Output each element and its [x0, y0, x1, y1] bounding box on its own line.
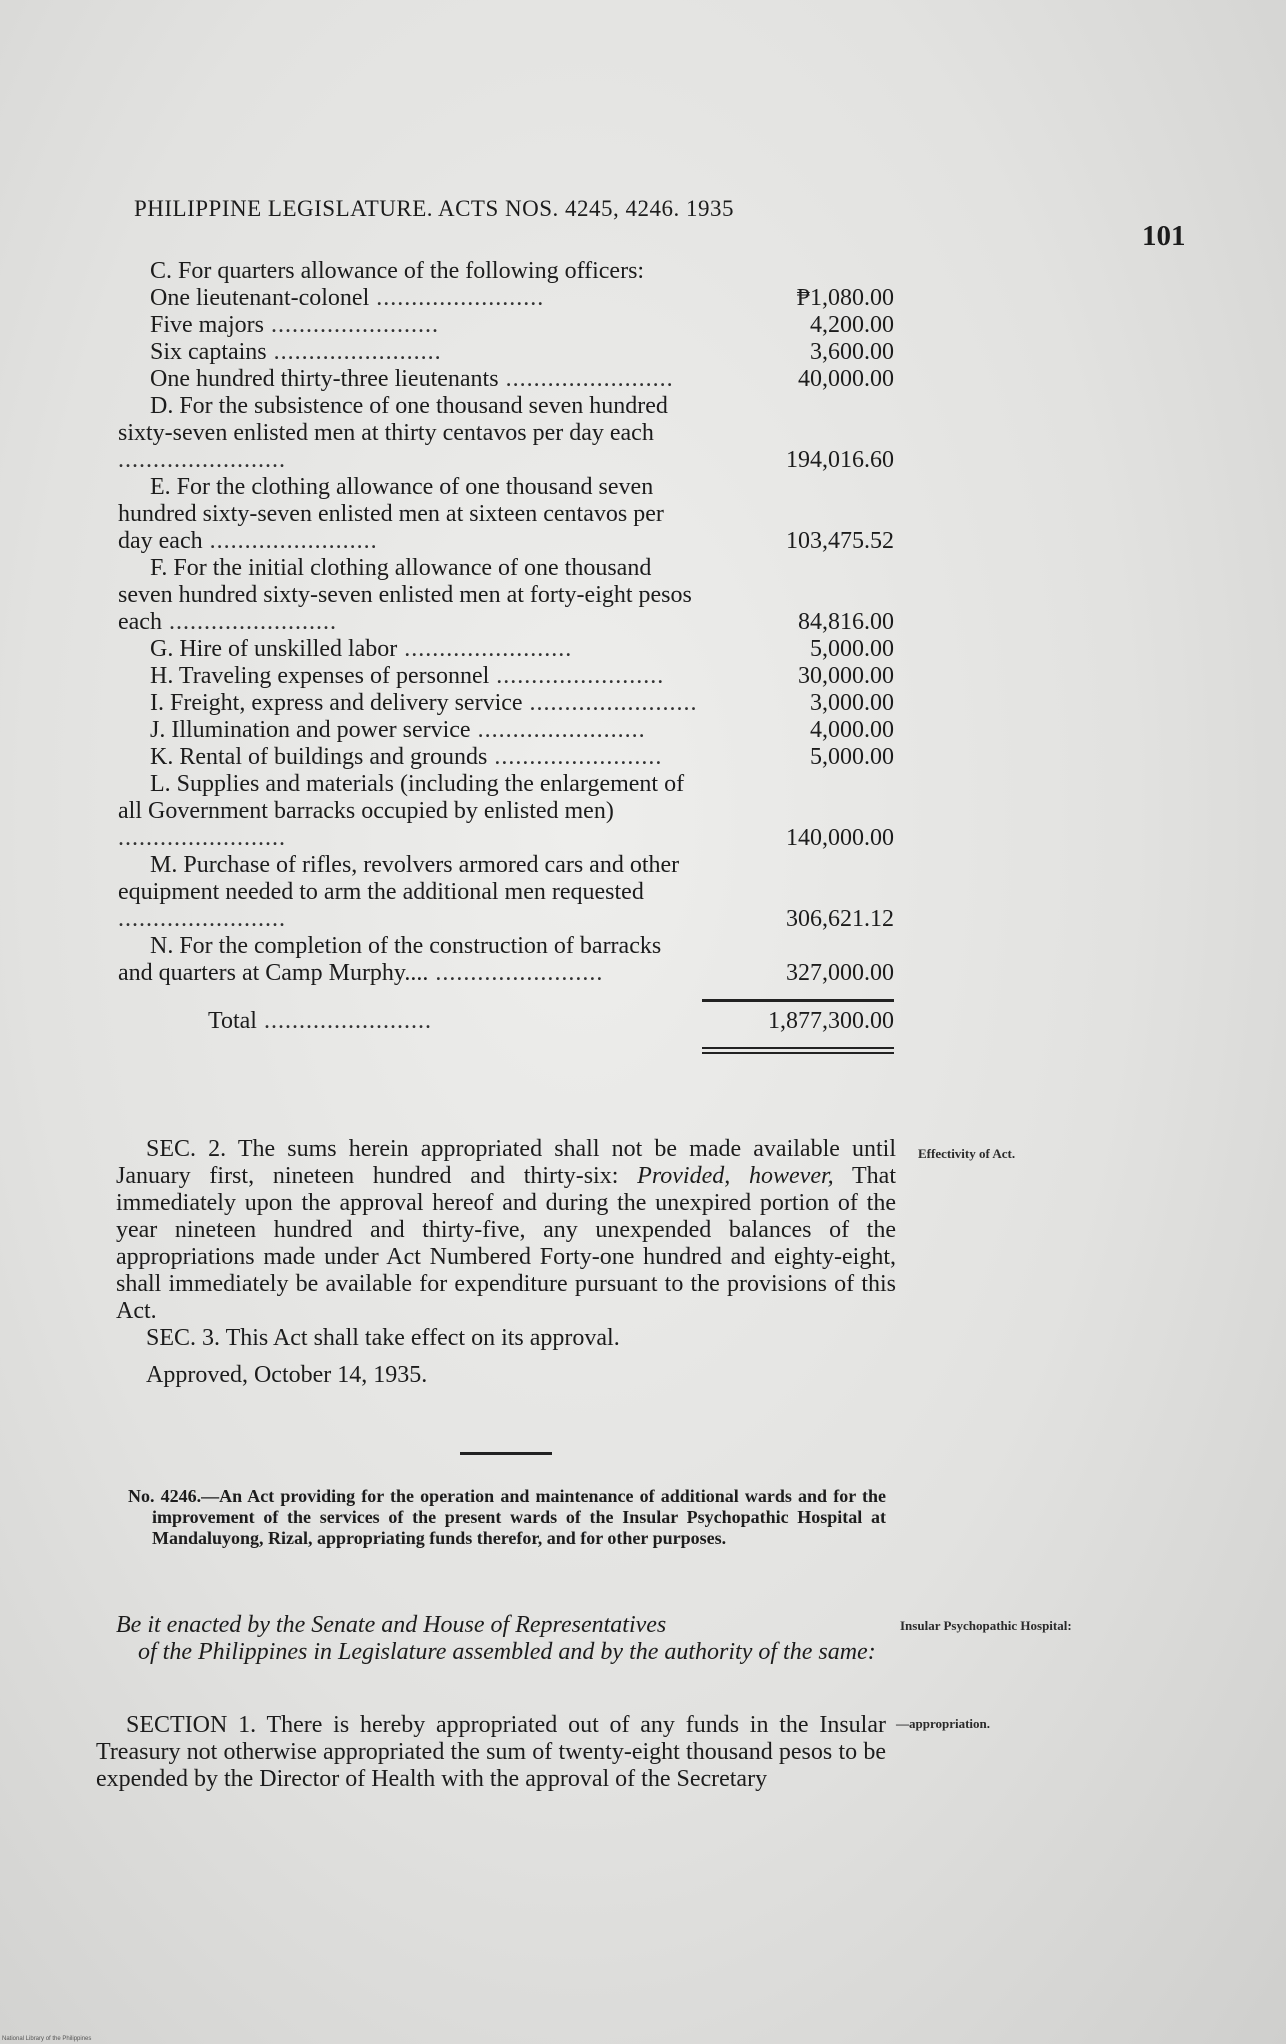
sec2-proviso: Provided, however, [637, 1163, 834, 1189]
appropriation-amount: 30,000.00 [798, 663, 894, 689]
appropriation-item: K. Rental of buildings and grounds ..... [118, 744, 708, 771]
enacting-clause-line-2: of the Philippines in Legislature assembled and by the authority of the same: [138, 1639, 876, 1665]
appropriation-item: H. Traveling expenses of personnel ..... [118, 663, 708, 690]
appropriation-row [118, 663, 894, 690]
appropriation-row [118, 852, 894, 933]
sec2-text-b: That immediately upon the approval hereof and during the unexpired portion of the year nineteen hundred and thirty-five, any unexpended balances of the appropriations made under Act Numbered Forty-one hundred and eighty-eight, shall immediately be available for expenditure pursuant to the provisions of this Act. [116, 1163, 896, 1324]
enacting-clause [116, 1612, 886, 1666]
margin-note-appropriation: —appropriation. [896, 1716, 991, 1731]
appropriation-amount: 194,016.60 [786, 447, 894, 473]
appropriation-amount: ₱1,080.00 [796, 285, 894, 311]
appropriation-row [118, 474, 894, 555]
appropriation-amount: 3,000.00 [810, 690, 894, 716]
sec3-text: This Act shall take effect on its approval. [225, 1325, 620, 1351]
enacting-clause-line-1: Be it enacted by the Senate and House of Representatives [116, 1612, 667, 1638]
appropriation-amount: 4,000.00 [810, 717, 894, 743]
appropriation-amount: 140,000.00 [786, 825, 894, 851]
source-credit: National Library of the Philippines [2, 2036, 92, 2042]
appropriation-row [118, 933, 894, 987]
total-amount: 1,877,300.00 [768, 1008, 894, 1034]
appropriation-amount: 40,000.00 [798, 366, 894, 392]
total-label: Total ..... [118, 1008, 708, 1035]
section-1 [96, 1712, 886, 1793]
margin-note-effectivity: Effectivity of Act. [918, 1146, 1016, 1161]
appropriation-row [118, 393, 894, 474]
total-rule [702, 999, 894, 1002]
appropriation-row [118, 555, 894, 636]
appropriation-item: G. Hire of unskilled labor ..... [118, 636, 708, 663]
page-number: 101 [1142, 220, 1186, 252]
act-4246-title [128, 1486, 886, 1549]
appropriation-rows [118, 258, 894, 987]
section-divider [460, 1452, 552, 1455]
appropriation-item: Five majors ..... [118, 312, 708, 339]
appropriation-row [118, 717, 894, 744]
total-row [118, 1008, 894, 1035]
appropriation-item: C. For quarters allowance of the following officers: [150, 258, 645, 284]
appropriation-item: L. Supplies and materials (including the enlargement of all Government barracks occupied by enlisted men) ..... [118, 771, 708, 852]
approved-date: Approved, October 14, 1935. [146, 1362, 428, 1388]
margin-note-hospital: Insular Psychopathic Hospital: [900, 1618, 1072, 1633]
appropriation-item: N. For the completion of the construction of barracks and quarters at Camp Murphy.... ..... [118, 933, 708, 987]
act-number: No. 4246. [128, 1486, 202, 1506]
appropriation-amount: 306,621.12 [786, 906, 894, 932]
appropriation-row [118, 366, 894, 393]
appropriation-item: M. Purchase of rifles, revolvers armored cars and other equipment needed to arm the additional men requested ..... [118, 852, 708, 933]
act-title-text: —An Act providing for the operation and maintenance of additional wards and for the improvement of the services of the present wards of the Insular Psychopathic Hospital at Mandaluyong, Rizal, appropriating funds therefor, and for other purposes. [152, 1486, 886, 1548]
running-header: PHILIPPINE LEGISLATURE. ACTS NOS. 4245, 4246. 1935 [134, 196, 735, 221]
appropriation-item: One hundred thirty-three lieutenants ..... [118, 366, 708, 393]
appropriation-amount: 3,600.00 [810, 339, 894, 365]
appropriation-item: F. For the initial clothing allowance of one thousand seven hundred sixty-seven enlisted men at forty-eight pesos each ..... [118, 555, 708, 636]
appropriation-row [118, 771, 894, 852]
appropriation-row [118, 744, 894, 771]
sec2-text-a: The sums herein appropriated shall not be made available until January first, nineteen hundred and thirty-six: [116, 1136, 897, 1189]
appropriations-table [118, 258, 894, 1054]
appropriation-row [118, 690, 894, 717]
appropriation-amount: 5,000.00 [810, 636, 894, 662]
sec2-label: SEC. 2. [146, 1136, 227, 1162]
appropriation-row [118, 285, 894, 312]
section-1-text: There is hereby appropriated out of any funds in the Insular Treasury not otherwise appropriated the sum of twenty-eight thousand pesos to be expended by the Director of Health with the approval of the Secretary [96, 1712, 886, 1792]
appropriation-item: One lieutenant-colonel ..... [118, 285, 708, 312]
appropriation-item: J. Illumination and power service ..... [118, 717, 708, 744]
appropriation-amount: 84,816.00 [798, 609, 894, 635]
total-double-rule [702, 1047, 894, 1054]
appropriation-row [118, 636, 894, 663]
section-2-paragraph [116, 1136, 896, 1325]
appropriation-amount: 4,200.00 [810, 312, 894, 338]
appropriation-item: I. Freight, express and delivery service ..... [118, 690, 708, 717]
appropriation-item: Six captains ..... [118, 339, 708, 366]
sec3-label: SEC. 3. [146, 1325, 221, 1351]
appropriation-item: E. For the clothing allowance of one thousand seven hundred sixty-seven enlisted men at sixteen centavos per day each ..... [118, 474, 708, 555]
section-1-paragraph [96, 1712, 886, 1793]
appropriation-amount: 5,000.00 [810, 744, 894, 770]
section-2-3 [116, 1136, 896, 1389]
appropriation-item: D. For the subsistence of one thousand seven hundred sixty-seven enlisted men at thirty centavos per day each ..... [118, 393, 708, 474]
appropriation-amount: 103,475.52 [786, 528, 894, 554]
appropriation-amount: 327,000.00 [786, 960, 894, 986]
appropriation-row [118, 258, 894, 285]
appropriation-row [118, 339, 894, 366]
section-3-paragraph [116, 1325, 896, 1352]
appropriation-row [118, 312, 894, 339]
section-1-label: SECTION 1. [126, 1712, 257, 1738]
